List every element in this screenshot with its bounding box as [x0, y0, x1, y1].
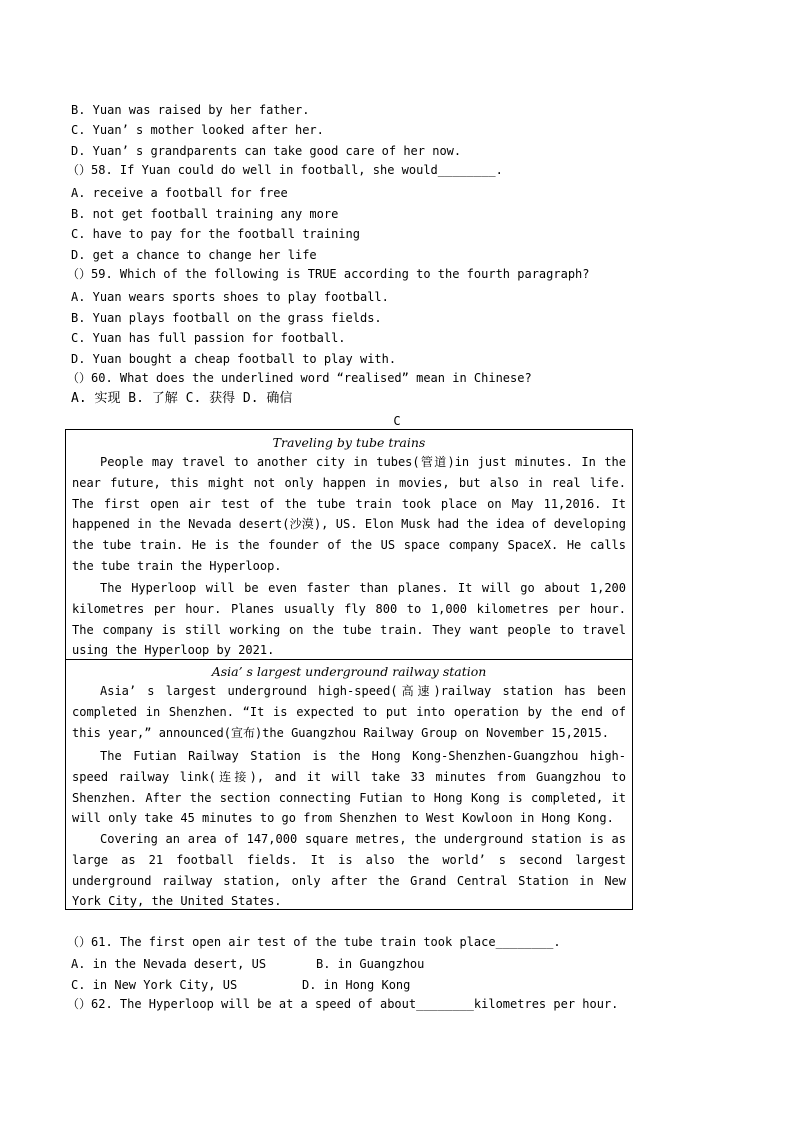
q61-option-c: C. in New York City, US: [71, 978, 238, 992]
passage-1-paragraph-1: People may travel to another city in tubes(管道)in just minutes. In the near future, this might not only happen in movies, but also in real life. The first open air test of the tube train took place on May 11,2016. It happened in the Nevada desert(沙漠), US. Elon Musk had the idea of developing the tube train. He is the founder of the US space company SpaceX. He calls the tube train the Hyperloop.: [72, 455, 626, 573]
q60-options: A. 实现 B. 了解 C. 获得 D. 确信: [71, 391, 293, 406]
q59-option-d: D. Yuan bought a cheap football to play with.: [71, 352, 397, 366]
q61-option-b: B. in Guangzhou: [316, 957, 425, 971]
q57-option-d: D. Yuan’ s grandparents can take good care of her now.: [71, 144, 462, 158]
q58-option-a: A. receive a football for free: [71, 186, 288, 200]
q57-option-b: B. Yuan was raised by her father.: [71, 103, 310, 117]
q59-stem: （）59. Which of the following is TRUE according to the fourth paragraph?: [67, 267, 590, 281]
q61-option-a: A. in the Nevada desert, US: [71, 957, 267, 971]
section-letter: C: [393, 414, 401, 428]
q58-stem: （）58. If Yuan could do well in football, she would________.: [67, 163, 503, 177]
q57-option-c: C. Yuan’ s mother looked after her.: [71, 123, 324, 137]
q61-stem: （）61. The first open air test of the tube train took place________.: [67, 935, 561, 949]
q62-stem: （）62. The Hyperloop will be at a speed of about________kilometres per hour.: [67, 997, 619, 1011]
q59-option-a: A. Yuan wears sports shoes to play football.: [71, 290, 389, 304]
passage-2-paragraph-2: The Futian Railway Station is the Hong Kong-Shenzhen-Guangzhou high-speed railway link(连接), and it will take 33 minutes from Guangzhou to Shenzhen. After the section connecting Futian to Hong Kong is completed, it will only take 45 minutes to go from Shenzhen to West Kowloon in Hong Kong.: [72, 749, 626, 826]
q59-option-c: C. Yuan has full passion for football.: [71, 331, 346, 345]
passage-1-title: Traveling by tube trains: [272, 435, 426, 450]
q58-option-d: D. get a chance to change her life: [71, 248, 317, 262]
passage-2-paragraph-3: Covering an area of 147,000 square metres, the underground station is as large as 21 football fields. It is also the world’ s second largest underground railway station, only after the Grand Central Station in New York City, the United States.: [72, 832, 626, 909]
q61-option-d: D. in Hong Kong: [302, 978, 411, 992]
passage-1-box: [65, 429, 633, 660]
q58-option-c: C. have to pay for the football training: [71, 227, 360, 241]
passage-2-box: [65, 659, 633, 910]
q60-stem: （）60. What does the underlined word “realised” mean in Chinese?: [67, 371, 532, 385]
q58-option-b: B. not get football training any more: [71, 207, 339, 221]
passage-1-paragraph-2: The Hyperloop will be even faster than planes. It will go about 1,200 kilometres per hour. Planes usually fly 800 to 1,000 kilometres per hour. The company is still working on the tube train. They want people to travel using the Hyperloop by 2021.: [72, 581, 626, 658]
passage-2-title: Asia’ s largest underground railway station: [211, 664, 487, 679]
passage-2-paragraph-1: Asia’ s largest underground high-speed(高速)railway station has been completed in Shenzhen. “It is expected to put into operation by the end of this year,” announced(宣布)the Guangzhou Railway Group on November 15,2015.: [72, 684, 626, 740]
q59-option-b: B. Yuan plays football on the grass fields.: [71, 311, 382, 325]
